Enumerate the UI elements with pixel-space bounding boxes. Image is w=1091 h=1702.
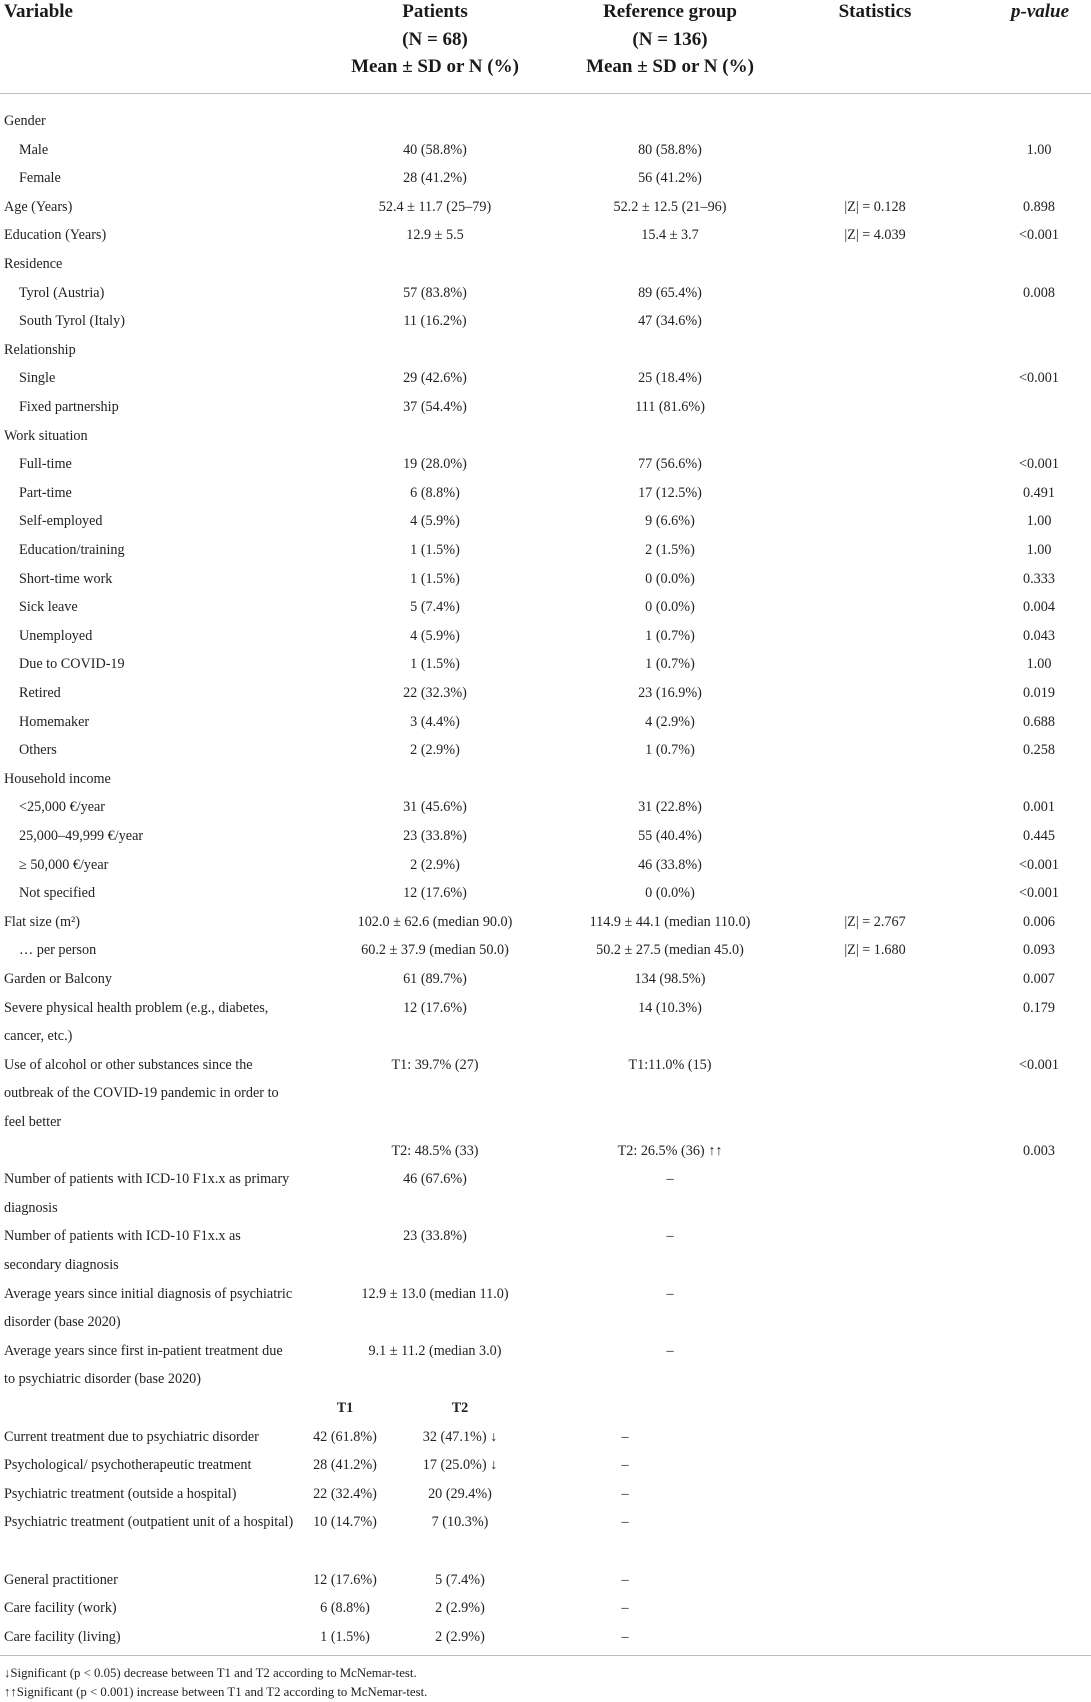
row-statistics: |Z| = 4.039 [844, 227, 906, 244]
row-patients: T2: 48.5% (33) [391, 1142, 479, 1159]
row-label: Not specified [19, 885, 96, 902]
row-pvalue: 0.093 [1023, 942, 1055, 959]
row-reference: 134 (98.5%) [634, 971, 706, 987]
row-patients: 1 (1.5%) [410, 570, 460, 587]
header-statistics: Statistics [838, 1, 912, 22]
footnote-decrease: ↓Significant (p < 0.05) decrease between T1 and T2 according to McNemar-test. [4, 1666, 417, 1680]
row-pvalue: <0.001 [1019, 1056, 1059, 1073]
row-patients: 23 (33.8%) [403, 1228, 467, 1245]
row-patients: 60.2 ± 37.9 (median 50.0) [361, 942, 509, 959]
treatment-t1: 12 (17.6%) [313, 1571, 377, 1588]
row-reference: – [666, 1342, 674, 1359]
row-patients: 23 (33.8%) [403, 828, 467, 844]
header-reference [555, 0, 785, 81]
treatment-t2: 7 (10.3%) [431, 1514, 489, 1531]
row-reference: 25 (18.4%) [638, 370, 702, 387]
row-reference: 14 (10.3%) [638, 999, 702, 1016]
row-patients: T1: 39.7% (27) [391, 1056, 479, 1073]
header-pvalue: p-value [1011, 1, 1070, 22]
row-pvalue: <0.001 [1019, 856, 1059, 873]
header-patients-line2: (N = 68) [402, 28, 468, 50]
treatment-t2: 20 (29.4%) [428, 1485, 492, 1502]
row-reference: 80 (58.8%) [638, 141, 702, 158]
row-reference: 52.2 ± 12.5 (21–96) [613, 198, 727, 215]
treatment-t2: 5 (7.4%) [435, 1571, 485, 1588]
header-patients [330, 0, 540, 81]
row-patients: 57 (83.8%) [403, 284, 467, 301]
row-label: Relationship [4, 341, 76, 358]
treatment-t2: 17 (25.0%) ↓ [422, 1457, 498, 1474]
row-reference: T1:11.0% (15) [628, 1056, 712, 1073]
row-reference: 15.4 ± 3.7 [641, 227, 699, 244]
treatment-header-t2: T2 [451, 1400, 469, 1416]
row-reference: 47 (34.6%) [638, 313, 702, 330]
treatment-reference: – [621, 1485, 629, 1502]
row-patients: 12 (17.6%) [403, 999, 467, 1016]
treatment-label: General practitioner [4, 1571, 118, 1588]
row-patients: 1 (1.5%) [410, 656, 460, 673]
treatment-t2: 2 (2.9%) [435, 1628, 485, 1645]
row-pvalue: 0.333 [1023, 570, 1055, 587]
row-pvalue: 1.00 [1026, 542, 1052, 558]
row-reference: – [666, 1285, 674, 1302]
treatment-label: Psychological/ psychotherapeutic treatment [4, 1457, 252, 1474]
row-label: Sick leave [19, 599, 78, 616]
row-reference: 89 (65.4%) [638, 284, 702, 301]
row-pvalue: 0.179 [1023, 999, 1055, 1016]
row-pvalue: <0.001 [1019, 227, 1059, 244]
header-rule [0, 93, 1091, 94]
row-reference: 114.9 ± 44.1 (median 110.0) [589, 913, 751, 930]
row-pvalue: 0.258 [1023, 742, 1055, 759]
row-patients: 4 (5.9%) [410, 627, 460, 644]
row-reference: 1 (0.7%) [645, 742, 695, 759]
row-pvalue: 0.007 [1023, 971, 1055, 987]
row-patients: 31 (45.6%) [403, 799, 467, 816]
row-pvalue: <0.001 [1019, 456, 1059, 473]
row-label: Fixed partnership [19, 399, 119, 415]
row-patients: 4 (5.9%) [410, 513, 460, 530]
row-reference: 1 (0.7%) [645, 627, 695, 644]
row-reference: 17 (12.5%) [638, 484, 702, 501]
treatment-t1: 10 (14.7%) [313, 1514, 377, 1531]
row-statistics: |Z| = 2.767 [844, 913, 906, 930]
row-label: Education (Years) [4, 227, 107, 244]
header-variable: Variable [4, 1, 73, 22]
row-reference: 23 (16.9%) [638, 685, 702, 701]
row-patients: 40 (58.8%) [403, 141, 467, 158]
header-patients-line3: Mean ± SD or N (%) [351, 56, 519, 77]
treatment-t1: 1 (1.5%) [320, 1628, 370, 1645]
row-patients: 1 (1.5%) [410, 542, 460, 558]
row-patients: 19 (28.0%) [403, 456, 467, 473]
row-patients: 52.4 ± 11.7 (25–79) [378, 198, 492, 215]
row-patients: 29 (42.6%) [403, 370, 467, 387]
row-pvalue: 0.001 [1023, 799, 1055, 816]
row-patients: 37 (54.4%) [403, 399, 467, 415]
row-pvalue: 0.003 [1023, 1142, 1055, 1159]
row-reference: 77 (56.6%) [638, 456, 702, 473]
row-patients: 12.9 ± 5.5 [406, 227, 464, 244]
header-reference-line3: Mean ± SD or N (%) [586, 56, 754, 77]
row-label: Residence [4, 256, 63, 272]
row-patients: 46 (67.6%) [403, 1171, 467, 1188]
row-pvalue: 0.688 [1023, 713, 1055, 730]
row-reference: 111 (81.6%) [635, 399, 705, 415]
header-reference-line2: (N = 136) [632, 28, 708, 50]
row-label: Retired [19, 685, 61, 701]
row-label: Homemaker [19, 713, 90, 730]
row-pvalue: 0.898 [1023, 198, 1055, 215]
treatment-t1: 22 (32.4%) [313, 1485, 377, 1502]
row-patients: 2 (2.9%) [410, 742, 460, 759]
row-label: Severe physical health problem (e.g., diabetes, cancer, etc.) [4, 999, 269, 1045]
row-reference: 0 (0.0%) [645, 570, 695, 587]
row-label: Short-time work [19, 570, 113, 587]
row-label: Others [19, 742, 57, 759]
treatment-label: Care facility (living) [4, 1628, 121, 1645]
row-label: Single [19, 370, 56, 387]
treatment-header-t1: T1 [336, 1400, 354, 1416]
row-label: Tyrol (Austria) [19, 284, 105, 301]
row-label: South Tyrol (Italy) [19, 313, 125, 330]
row-label: Part-time [19, 484, 72, 501]
treatment-label: Care facility (work) [4, 1600, 117, 1617]
treatment-t1: 6 (8.8%) [320, 1600, 370, 1617]
row-reference: 50.2 ± 27.5 (median 45.0) [596, 942, 744, 959]
row-label: Number of patients with ICD-10 F1x.x as secondary diagnosis [4, 1228, 241, 1273]
row-patients: 5 (7.4%) [410, 599, 460, 616]
row-label: Gender [4, 113, 46, 129]
row-label: Garden or Balcony [4, 971, 112, 987]
row-patients: 22 (32.3%) [403, 685, 467, 701]
row-reference: 1 (0.7%) [645, 656, 695, 673]
row-patients: 6 (8.8%) [410, 484, 460, 501]
row-patients: 2 (2.9%) [410, 856, 460, 873]
row-reference: – [666, 1171, 674, 1188]
row-pvalue: 0.004 [1023, 599, 1055, 616]
row-patients: 28 (41.2%) [403, 170, 467, 187]
row-patients: 11 (16.2%) [403, 313, 467, 330]
row-reference: 2 (1.5%) [645, 542, 695, 558]
row-label: <25,000 €/year [19, 799, 106, 816]
row-label: Average years since initial diagnosis of psychiatric disorder (base 2020) [4, 1285, 293, 1331]
row-patients: 12 (17.6%) [403, 885, 467, 902]
row-reference: 9 (6.6%) [645, 513, 695, 530]
row-patients: 12.9 ± 13.0 (median 11.0) [361, 1285, 509, 1302]
row-reference: – [666, 1228, 674, 1245]
row-statistics: |Z| = 0.128 [844, 198, 906, 215]
row-reference: 31 (22.8%) [638, 799, 702, 816]
treatment-t1: 42 (61.8%) [313, 1428, 377, 1445]
row-reference: 56 (41.2%) [638, 170, 702, 187]
row-label: Flat size (m²) [4, 913, 80, 930]
row-label: Work situation [4, 427, 88, 444]
row-statistics: |Z| = 1.680 [844, 942, 906, 959]
row-patients: 3 (4.4%) [410, 713, 460, 730]
row-label: Use of alcohol or other substances since the outbreak of the COVID-19 pandemic in order to feel better [4, 1056, 279, 1130]
row-label: 25,000–49,999 €/year [19, 828, 144, 844]
footnote-increase: ↑↑Significant (p < 0.001) increase between T1 and T2 according to McNemar-test. [4, 1685, 428, 1699]
row-reference: 55 (40.4%) [638, 828, 702, 844]
row-pvalue: 1.00 [1026, 513, 1052, 530]
row-label: … per person [19, 942, 97, 959]
row-pvalue: 0.008 [1023, 284, 1055, 301]
row-label: Female [19, 170, 61, 187]
treatment-reference: – [621, 1457, 629, 1474]
row-pvalue: 0.491 [1023, 484, 1055, 501]
row-label: ≥ 50,000 €/year [19, 856, 109, 873]
row-reference: 4 (2.9%) [645, 713, 695, 730]
footer-rule [0, 1655, 1091, 1656]
row-pvalue: <0.001 [1019, 370, 1059, 387]
row-label: Number of patients with ICD-10 F1x.x as primary diagnosis [4, 1171, 290, 1216]
treatment-reference: – [621, 1628, 629, 1645]
treatment-t1: 28 (41.2%) [313, 1457, 377, 1474]
treatment-label: Psychiatric treatment (outpatient unit of a hospital) [4, 1514, 294, 1531]
row-label: Due to COVID-19 [19, 656, 125, 673]
row-patients: 102.0 ± 62.6 (median 90.0) [357, 913, 513, 930]
row-label: Age (Years) [4, 198, 73, 215]
row-pvalue: 1.00 [1026, 141, 1052, 158]
row-label: Full-time [19, 456, 72, 473]
row-pvalue: 0.043 [1023, 627, 1055, 644]
row-label: Male [19, 141, 49, 158]
treatment-reference: – [621, 1428, 629, 1445]
treatment-label: Psychiatric treatment (outside a hospital) [4, 1485, 237, 1502]
row-label: Average years since first in-patient treatment due to psychiatric disorder (base 2020) [4, 1342, 283, 1388]
row-pvalue: 0.006 [1023, 913, 1055, 930]
row-label: Education/training [19, 542, 125, 558]
row-label: Self-employed [19, 513, 103, 530]
treatment-t2: 32 (47.1%) ↓ [422, 1428, 498, 1445]
header-reference-line1: Reference group [603, 1, 737, 22]
row-label: Unemployed [19, 627, 93, 644]
treatment-reference: – [621, 1571, 629, 1588]
row-patients: 9.1 ± 11.2 (median 3.0) [368, 1342, 502, 1359]
treatment-label: Current treatment due to psychiatric disorder [4, 1428, 259, 1445]
row-pvalue: 1.00 [1026, 656, 1052, 673]
header-patients-line1: Patients [402, 1, 468, 22]
treatment-reference: – [621, 1600, 629, 1617]
row-label: Household income [4, 770, 111, 787]
row-reference: 0 (0.0%) [645, 599, 695, 616]
treatment-reference: – [621, 1514, 629, 1531]
row-pvalue: <0.001 [1019, 885, 1059, 902]
treatment-t2: 2 (2.9%) [435, 1600, 485, 1617]
row-pvalue: 0.019 [1023, 685, 1055, 701]
row-reference: 46 (33.8%) [638, 856, 702, 873]
row-patients: 61 (89.7%) [403, 971, 467, 987]
row-reference: 0 (0.0%) [645, 885, 695, 902]
row-reference: T2: 26.5% (36) ↑↑ [617, 1142, 723, 1159]
row-pvalue: 0.445 [1023, 828, 1055, 844]
